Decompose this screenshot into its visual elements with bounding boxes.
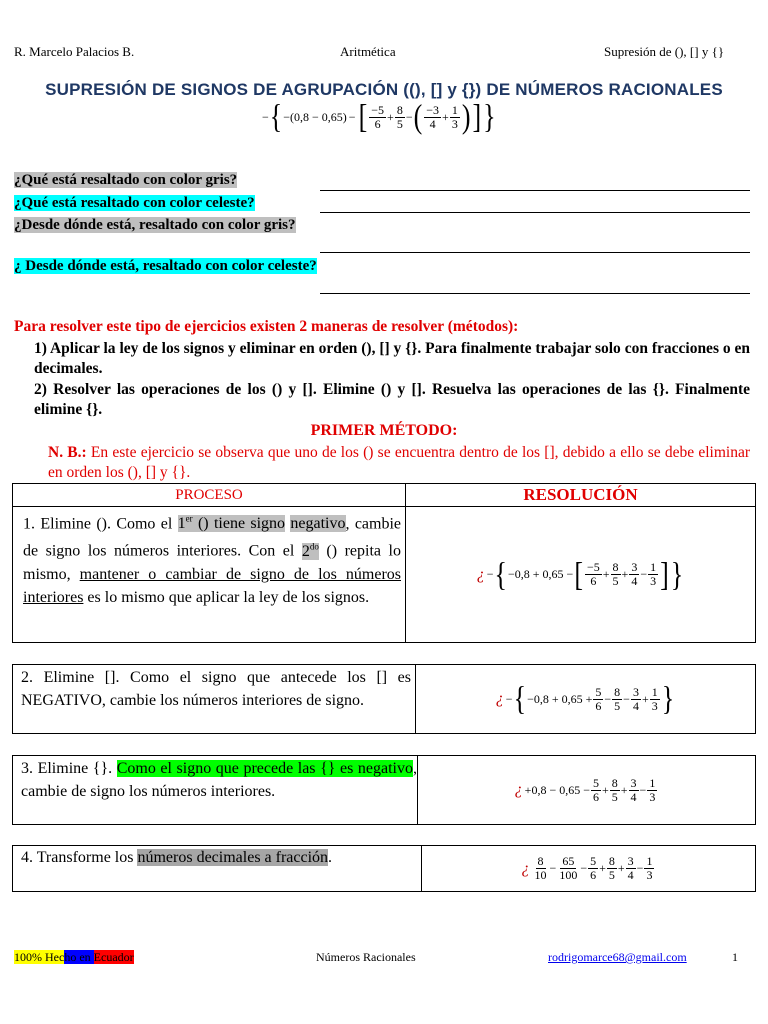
step-3-table	[12, 755, 756, 825]
step-1-text: 1. Elimine (). Como el 1er () tiene signo negativo, cambie de signo los números interiores. Con el $2^{do}$ () repita lo mismo, mantener o cambiar de signo de los números interiores es lo mismo que aplicar la ley de los signos.	[23, 514, 402, 606]
step-2-text: 2. Elimine []. Como el signo que antecede los [] es NEGATIVO, cambie los números interiores de signo.	[21, 669, 412, 709]
step-4-table	[12, 845, 756, 892]
expr-minus: −	[348, 109, 356, 124]
fraction: $\frac{-5}{6}$	[371, 103, 385, 131]
op: −	[405, 109, 413, 124]
bracket-open-icon: [	[358, 97, 368, 136]
brace-close-icon: }	[483, 97, 496, 136]
nb-note: N. B.: En este ejercicio se observa que uno de los () se encuentra dentro de los [], debido a ello se debe eliminar en orden los (), [] y {}.	[48, 444, 750, 481]
header-subject: Aritmética	[340, 44, 396, 59]
header-process: PROCESO	[13, 484, 405, 507]
op: +	[387, 109, 394, 124]
question-1: ¿Qué está resaltado con color gris?	[14, 172, 238, 188]
result-1: ¿ − { −0,8 + 0,65 − [ $\frac{-5}{6}$ + $\frac{8}{5}$ + $\frac{3}{4}$ − $\frac{1}{3}$ ] }	[405, 507, 755, 642]
step-3-text: 3. Elimine {}. Como el signo que precede las {} es negativo, cambie de signo los números interiores.	[21, 760, 418, 800]
header-author: R. Marcelo Palacios B.	[14, 44, 135, 59]
expr-inner: −(0,8 − 0,65)	[283, 109, 347, 124]
page-title: SUPRESIÓN DE SIGNOS DE AGRUPACIÓN ((), [] y {}) DE NÚMEROS RACIONALES	[45, 80, 723, 99]
op: +	[442, 109, 449, 124]
answer-line-1	[320, 190, 750, 191]
header-topic: Supresión de (), [] y {}	[604, 44, 725, 59]
footer-badge: 100% Hecho en Ecuador	[14, 950, 134, 964]
result-3: ¿ +0,8 − 0,65 − $\frac{5}{6}$ + $\frac{8}{5}$ + $\frac{3}{4}$ − $\frac{1}{3}$	[417, 756, 755, 824]
paren-open-icon: (	[413, 97, 423, 136]
method-2: 2) Resolver las operaciones de los () y []. Elimine () y []. Resuelva las operaciones de las {}. Finalmente elimine {}.	[34, 381, 750, 418]
fraction: $\frac{8}{5}$	[396, 103, 403, 131]
fraction: $\frac{-3}{4}$	[426, 103, 440, 131]
step-4-text: 4. Transforme los números decimales a fracción.	[21, 849, 333, 866]
main-expression	[262, 97, 497, 136]
question-4: ¿ Desde dónde está, resaltado con color celeste?	[14, 258, 317, 274]
paren-close-icon: )	[461, 97, 471, 136]
footer-email-link[interactable]: rodrigomarce68@gmail.com	[548, 950, 687, 964]
methods-intro: Para resolver este tipo de ejercicios existen 2 maneras de resolver (métodos):	[14, 318, 519, 335]
answer-line-4	[320, 293, 750, 294]
footer-center: Números Racionales	[316, 950, 416, 964]
result-2: ¿ − { −0,8 + 0,65 + $\frac{5}{6}$ − $\frac{8}{5}$ − $\frac{3}{4}$ + $\frac{1}{3}$ }	[415, 665, 755, 733]
fraction: $\frac{1}{3}$	[451, 103, 458, 131]
question-2: ¿Qué está resaltado con color celeste?	[14, 195, 255, 211]
step-2-table	[12, 664, 756, 734]
primer-metodo-heading: PRIMER MÉTODO:	[310, 422, 458, 439]
header-resolution: RESOLUCIÓN	[405, 484, 755, 507]
expr-lead: −	[262, 109, 269, 124]
answer-line-3	[320, 252, 750, 253]
page-number: 1	[732, 950, 738, 964]
bracket-close-icon: ]	[472, 97, 482, 136]
brace-open-icon: {	[269, 97, 283, 136]
step-1-table	[12, 483, 756, 643]
answer-line-2	[320, 212, 750, 213]
method-1: 1) Aplicar la ley de los signos y eliminar en orden (), [] y {}. Para finalmente trabajar solo con fracciones o en decimales.	[34, 340, 750, 377]
result-4: ¿ $\frac{8}{10}$ − $\frac{65}{100}$ − $\frac{5}{6}$ + $\frac{8}{5}$ + $\frac{3}{4}$ − $\frac{1}{3}$	[421, 846, 755, 891]
question-3: ¿Desde dónde está, resaltado con color gris?	[14, 217, 296, 233]
